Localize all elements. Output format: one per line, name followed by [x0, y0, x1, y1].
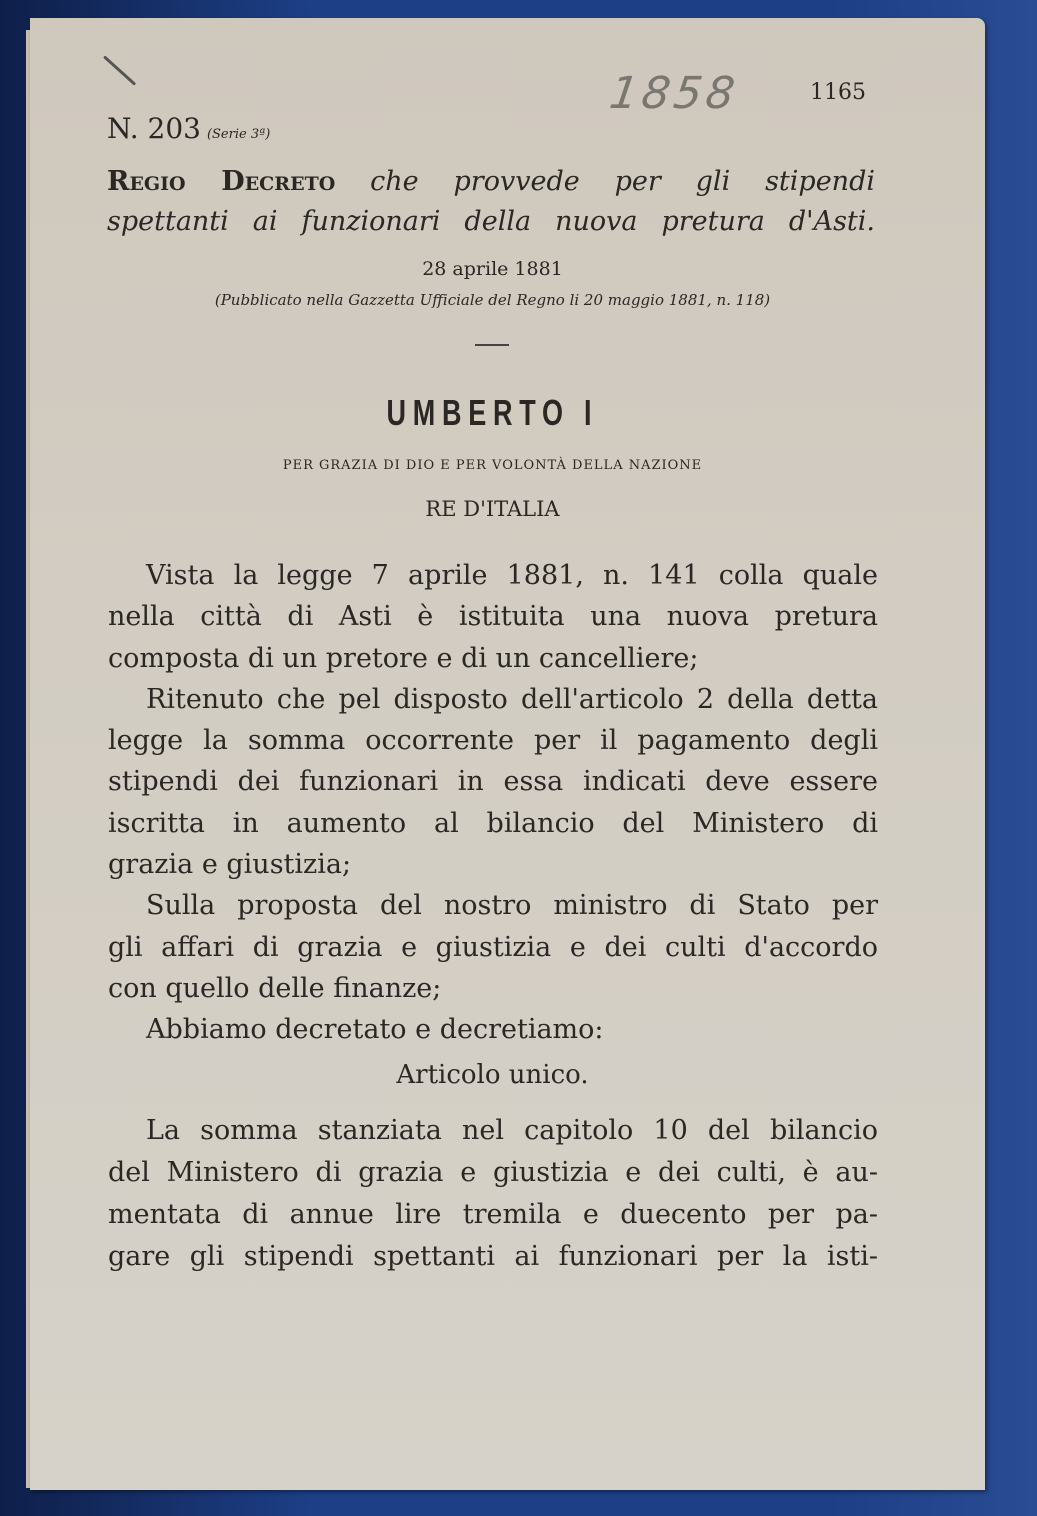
page-number: 1165 [810, 80, 866, 105]
title-line-2: spettanti ai funzionari della nuova pretura d'Asti. [107, 206, 875, 237]
grace-formula: PER GRAZIA DI DIO E PER VOLONTÀ DELLA NAZIONE [282, 458, 703, 473]
text-line: gli affari di grazia e giustizia e dei culti d'accordo [108, 931, 878, 963]
decree-number [107, 112, 270, 145]
text-line: mentata di annue lire tremila e duecento per pa- [108, 1199, 878, 1230]
text-line: Ritenuto che pel disposto dell'articolo 2 della detta [146, 683, 878, 715]
article-heading: Articolo unico. [396, 1060, 589, 1090]
text-line: con quello delle finanze; [108, 972, 442, 1004]
king-title: RE D'ITALIA [425, 497, 560, 521]
text-line: grazia e giustizia; [108, 849, 352, 881]
title-smallcaps: Regio Decreto [107, 166, 336, 197]
title-line-1 [107, 162, 875, 202]
preamble [108, 555, 878, 1051]
text-line: gare gli stipendi spettanti ai funzionari per la isti- [108, 1241, 878, 1272]
text-line: composta di un pretore e di un cancelliere; [108, 642, 699, 674]
king-name: UMBERTO I [386, 392, 599, 433]
series-label: (Serie 3ª) [206, 127, 271, 142]
publication-note: (Pubblicato nella Gazzetta Ufficiale del Regno li 20 maggio 1881, n. 118) [214, 291, 771, 309]
text-line: Abbiamo decretato e decretiamo: [146, 1014, 604, 1046]
text-line: legge la somma occorrente per il pagamento degli [108, 725, 878, 757]
article-body [108, 1110, 878, 1278]
handwritten-note: 1858 [606, 68, 742, 119]
text-line: del Ministero di grazia e giustizia e dei culti, è au- [108, 1157, 878, 1188]
text-line: La somma stanziata nel capitolo 10 del bilancio [146, 1115, 878, 1146]
text-line: nella città di Asti è istituita una nuova pretura [108, 601, 878, 633]
text-line: Vista la legge 7 aprile 1881, n. 141 colla quale [146, 560, 878, 591]
text-line: Sulla proposta del nostro ministro di Stato per [146, 890, 878, 922]
decree-number-text: N. 203 [107, 112, 201, 145]
title-italic-1: che provvede per gli stipendi [370, 166, 875, 197]
decree-title [107, 162, 875, 242]
decree-date: 28 aprile 1881 [422, 258, 563, 280]
divider [475, 344, 509, 346]
text-line: stipendi dei funzionari in essa indicati deve essere [108, 766, 878, 798]
text-line: iscritta in aumento al bilancio del Ministero di [108, 807, 878, 839]
